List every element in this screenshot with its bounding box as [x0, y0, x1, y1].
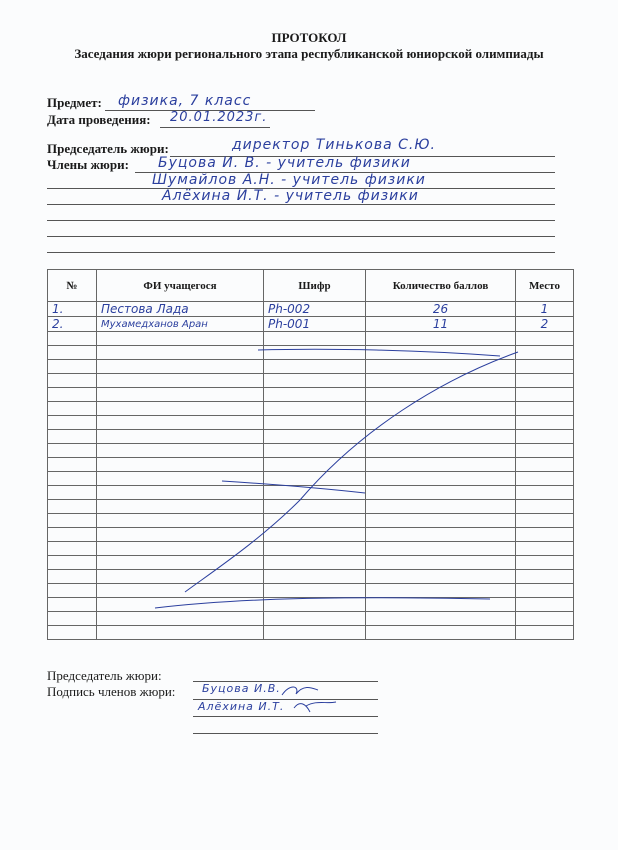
signature-1: Буцова И.В.: [202, 682, 281, 695]
student-name: Мухамедханов Аран: [101, 319, 208, 330]
student-place: 2: [540, 317, 549, 331]
chair-label: Председатель жюри:: [47, 141, 169, 156]
signature-chair-label: Председатель жюри:: [47, 668, 162, 683]
subject-label: Предмет:: [47, 95, 102, 110]
subject-value: физика, 7 класс: [118, 93, 252, 109]
col-code-header: Шифр: [264, 270, 366, 302]
date-label: Дата проведения:: [47, 112, 151, 127]
member-1: Буцова И. В. - учитель физики: [158, 155, 411, 171]
student-score: 26: [432, 302, 449, 316]
member-2: Шумайлов А.Н. - учитель физики: [152, 172, 426, 188]
member-3: Алёхина И.Т. - учитель физики: [162, 188, 419, 204]
student-name: Пестова Лада: [101, 302, 189, 316]
date-value: 20.01.2023г.: [170, 110, 268, 125]
student-code: Рh-001: [268, 317, 311, 331]
document-subtitle: Заседания жюри регионального этапа республиканской юниорской олимпиады: [74, 46, 544, 61]
student-code: Рh-002: [268, 302, 311, 316]
signature-2: Алёхина И.Т.: [198, 700, 285, 713]
members-label: Члены жюри:: [47, 157, 129, 172]
col-score-header: Количество баллов: [366, 270, 516, 302]
col-name-header: ФИ учащегося: [97, 270, 264, 302]
student-score: 11: [432, 317, 449, 331]
signature-members-label: Подпись членов жюри:: [47, 684, 176, 699]
document-title: ПРОТОКОЛ: [271, 30, 347, 45]
signature-line-3: [193, 733, 378, 734]
col-number-header: №: [48, 270, 97, 302]
student-place: 1: [540, 302, 549, 316]
chair-value: директор Тинькова С.Ю.: [232, 137, 436, 153]
col-place-header: Место: [516, 270, 574, 302]
row-number: 2.: [52, 317, 64, 331]
signature-line-2: [193, 716, 378, 717]
row-number: 1.: [52, 302, 64, 316]
